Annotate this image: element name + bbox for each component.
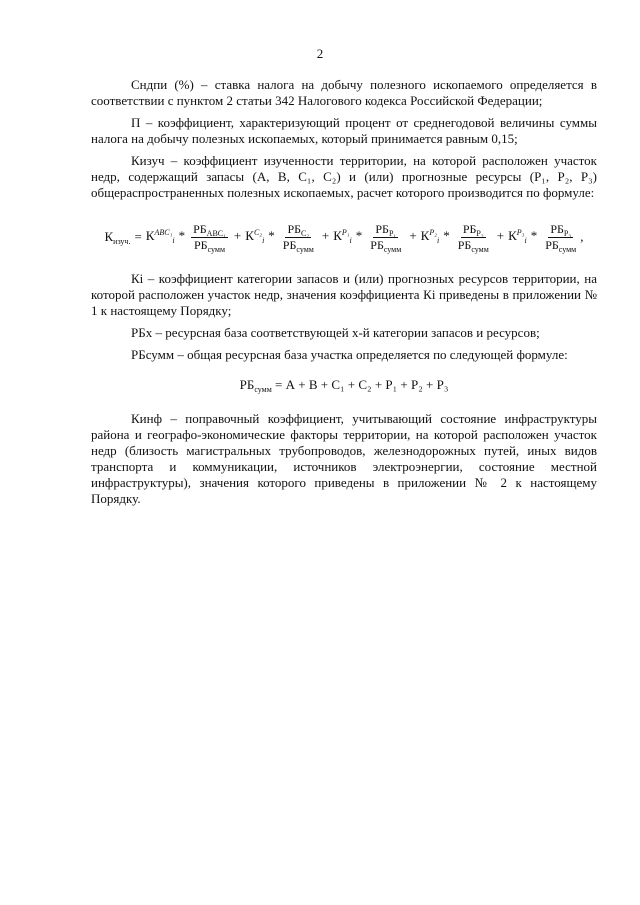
formula-plus: +: [321, 227, 330, 243]
formula-multiply: *: [355, 227, 363, 243]
formula-fraction: $\frac{РБ_{P_1}}{РБ_{сумм}}$: [370, 221, 402, 254]
formula-multiply: *: [268, 227, 275, 243]
formula-plus: +: [409, 227, 417, 243]
formula-multiply: *: [178, 227, 186, 243]
paragraph-p-coefficient: П – коэффициент, характеризующий процент от среднегодовой величины суммы налога на добычу полезных ископаемых, который принимается равным 0,15;: [91, 115, 597, 146]
formula-plus: +: [496, 227, 505, 243]
formula-fraction: $\frac{РБ_{C_2}}{РБ_{сумм}}$: [282, 221, 314, 254]
formula-k-term: $К^{P_3}_i$: [508, 227, 527, 245]
formula-multiply: *: [443, 227, 450, 243]
formula-terms: [146, 222, 580, 253]
document-body: [91, 77, 597, 507]
formula-k-term: $К^{C_2}_i$: [245, 227, 265, 245]
formula-plus: +: [233, 227, 242, 243]
formula-rbsumm: $РБ_{сумм} = А + В + С_1 + С_2 + Р_1 + Р_2 + Р_3$: [239, 377, 449, 394]
paragraph-kizuch: Кизуч – коэффициент изученности территории, на которой расположен участок недр, содержащий запасы (А, В, С₁, С₂) и (или) прогнозные ресурсы (Р₁, Р₂, Р₃) общераспространенных полезных ископаемых, расчет которого производится по формуле:: [91, 153, 597, 200]
formula-multiply: *: [530, 227, 538, 243]
formula-lhs: $К_{изуч.}$: [104, 229, 131, 246]
paragraph-rbsumm: РБсумм – общая ресурсная база участка определяется по следующей формуле:: [131, 347, 568, 362]
formula-kizuch: [91, 217, 597, 257]
formula-fraction: $\frac{РБ_{P_3}}{РБ_{сумм}}$: [545, 221, 577, 254]
formula-k-term: $К^{P_1}_i$: [333, 227, 352, 245]
formula-fraction: $\frac{РБ_{ABC_1}}{РБ_{сумм}}$: [193, 221, 226, 254]
formula-k-term: $К^{P_2}_i$: [420, 227, 440, 245]
paragraph-rbx: РБх – ресурсная база соответствующей х-й категории запасов и ресурсов;: [131, 325, 540, 340]
paragraph-sndpi: Сндпи (%) – ставка налога на добычу полезного ископаемого определяется в соответствии с пунктом 2 статьи 342 Налогового кодекса Российской Федерации;: [91, 77, 597, 108]
formula-end: ,: [580, 229, 584, 244]
formula-equals: =: [134, 229, 142, 244]
formula-fraction: $\frac{РБ_{P_2}}{РБ_{сумм}}$: [457, 221, 489, 254]
formula-k-term: $К^{ABC_1}_i$: [145, 227, 175, 245]
paragraph-kinf: Кинф – поправочный коэффициент, учитывающий состояние инфраструктуры района и географо-экономические факторы территории, на которой расположен участок недр (близость магистральных трубопроводов, железнодорожных путей, иных видов транспорта и коммуникации, источников электроэнергии, состояние местной инфраструктуры), значения которого приведены в приложении № 2 к настоящему Порядку.: [91, 411, 597, 506]
paragraph-ki: Кi – коэффициент категории запасов и (или) прогнозных ресурсов территории, на которой расположен участок недр, значения коэффициента Кi приведены в приложении № 1 к настоящему Порядку;: [91, 271, 597, 318]
page-number: 2: [316, 46, 324, 61]
